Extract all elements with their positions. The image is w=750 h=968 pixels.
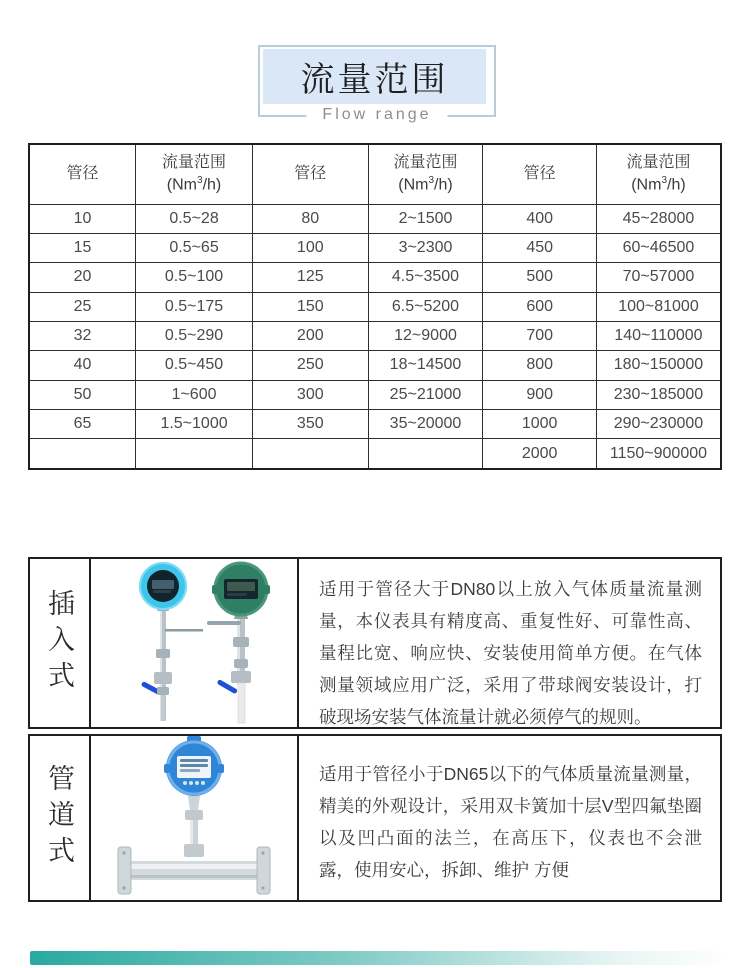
table-cell: 800 <box>483 351 596 380</box>
table-cell: 200 <box>253 321 369 350</box>
table-cell: 25~21000 <box>368 380 483 409</box>
col-header-flow <box>596 144 721 204</box>
title-frame <box>258 45 496 123</box>
table-cell: 600 <box>483 292 596 321</box>
table-row <box>29 321 721 350</box>
table-cell: 32 <box>29 321 136 350</box>
table-cell: 1.5~1000 <box>136 409 253 438</box>
flow-range-table <box>28 143 722 470</box>
table-cell: 40 <box>29 351 136 380</box>
table-cell: 0.5~290 <box>136 321 253 350</box>
flow-unit-sup: 3 <box>661 175 667 187</box>
pipeline-flowmeter-illustration <box>91 736 297 900</box>
table-cell: 80 <box>253 204 369 233</box>
table-cell: 6.5~5200 <box>368 292 483 321</box>
table-cell: 700 <box>483 321 596 350</box>
table-cell: 300 <box>253 380 369 409</box>
table-cell: 25 <box>29 292 136 321</box>
table-row <box>29 204 721 233</box>
pipeline-type-section <box>28 734 722 902</box>
flow-unit-suffix: /h) <box>667 176 686 194</box>
insertion-flowmeters-illustration <box>91 559 297 727</box>
table-cell: 1150~900000 <box>596 439 721 469</box>
table-cell: 50 <box>29 380 136 409</box>
flow-unit-suffix: /h) <box>202 176 222 194</box>
table-cell: 60~46500 <box>596 233 721 262</box>
table-row <box>29 351 721 380</box>
table-cell: 1000 <box>483 409 596 438</box>
table-cell: 2000 <box>483 439 596 469</box>
col-header-diameter: 管径 <box>29 144 136 204</box>
table-cell: 0.5~450 <box>136 351 253 380</box>
pipeline-flowmeter-image <box>91 736 299 900</box>
flow-header-line1: 流量范围 <box>393 154 458 172</box>
table-row <box>29 439 721 469</box>
flow-unit-prefix: (Nm <box>166 176 198 194</box>
flow-unit-sup: 3 <box>428 175 435 187</box>
table-cell: 0.5~65 <box>136 233 253 262</box>
table-cell: 10 <box>29 204 136 233</box>
table-cell: 100~81000 <box>596 292 721 321</box>
table-row <box>29 233 721 262</box>
col-header-diameter: 管径 <box>483 144 596 204</box>
table-cell: 12~9000 <box>368 321 483 350</box>
table-cell: 3~2300 <box>368 233 483 262</box>
table-cell: 1~600 <box>136 380 253 409</box>
table-cell: 125 <box>253 263 369 292</box>
insertion-type-label: 插入式 <box>44 589 74 697</box>
flow-unit-suffix: /h) <box>434 176 453 194</box>
table-cell <box>29 439 136 469</box>
col-header-flow <box>136 144 253 204</box>
table-cell: 2~1500 <box>368 204 483 233</box>
table-cell: 70~57000 <box>596 263 721 292</box>
table-cell: 0.5~175 <box>136 292 253 321</box>
flow-unit-prefix: (Nm <box>631 176 662 194</box>
insertion-flowmeter-image <box>91 559 299 727</box>
col-header-diameter: 管径 <box>253 144 369 204</box>
flow-header-line1: 流量范围 <box>626 154 691 172</box>
flow-unit-sup: 3 <box>197 175 203 187</box>
footer-gradient-bar <box>30 951 722 965</box>
table-cell: 290~230000 <box>596 409 721 438</box>
insertion-type-label-cell <box>30 559 91 727</box>
table-cell <box>136 439 253 469</box>
table-cell: 45~28000 <box>596 204 721 233</box>
pipeline-type-description-cell <box>299 736 720 900</box>
table-row <box>29 380 721 409</box>
flow-header-line1: 流量范围 <box>162 154 227 172</box>
insertion-type-description: 适用于管径大于DN80以上放入气体质量流量测量，本仪表具有精度高、重复性好、可靠性高、量程比宽、响应快、安装使用简单方便。在气体测量领域应用广泛，采用了带球阀安装设计，打破现场安装气体流量计就必须停气的规则。 <box>319 579 702 727</box>
table-cell: 35~20000 <box>368 409 483 438</box>
table-cell: 0.5~100 <box>136 263 253 292</box>
table-cell: 140~110000 <box>596 321 721 350</box>
table-cell: 180~150000 <box>596 351 721 380</box>
pipeline-type-label: 管道式 <box>44 764 74 872</box>
table-cell: 150 <box>253 292 369 321</box>
table-row <box>29 409 721 438</box>
table-cell: 0.5~28 <box>136 204 253 233</box>
table-cell: 230~185000 <box>596 380 721 409</box>
table-cell: 4.5~3500 <box>368 263 483 292</box>
table-cell: 20 <box>29 263 136 292</box>
table-cell: 400 <box>483 204 596 233</box>
table-cell: 450 <box>483 233 596 262</box>
table-cell: 500 <box>483 263 596 292</box>
page-subtitle: Flow range <box>306 106 447 124</box>
table-cell: 250 <box>253 351 369 380</box>
table-cell: 100 <box>253 233 369 262</box>
table-cell <box>253 439 369 469</box>
pipeline-type-description: 适用于管径小于DN65以下的气体质量流量测量，精美的外观设计，采用双卡簧加十层V型四氟垫圈以及凹凸面的法兰，在高压下，仪表也不会泄露，使用安心，拆卸、维护 方便 <box>319 764 702 880</box>
insertion-type-description-cell <box>299 559 720 727</box>
table-cell: 900 <box>483 380 596 409</box>
page-title: 流量范围 <box>300 61 449 99</box>
table-cell: 18~14500 <box>368 351 483 380</box>
title-highlight-box <box>263 49 486 104</box>
table-row <box>29 263 721 292</box>
table-row <box>29 292 721 321</box>
flow-unit-prefix: (Nm <box>398 176 429 194</box>
table-cell: 350 <box>253 409 369 438</box>
table-cell: 65 <box>29 409 136 438</box>
pipeline-type-label-cell <box>30 736 91 900</box>
table-cell <box>368 439 483 469</box>
col-header-flow <box>368 144 483 204</box>
table-cell: 15 <box>29 233 136 262</box>
table-header-row <box>29 144 721 204</box>
insertion-type-section <box>28 557 722 729</box>
